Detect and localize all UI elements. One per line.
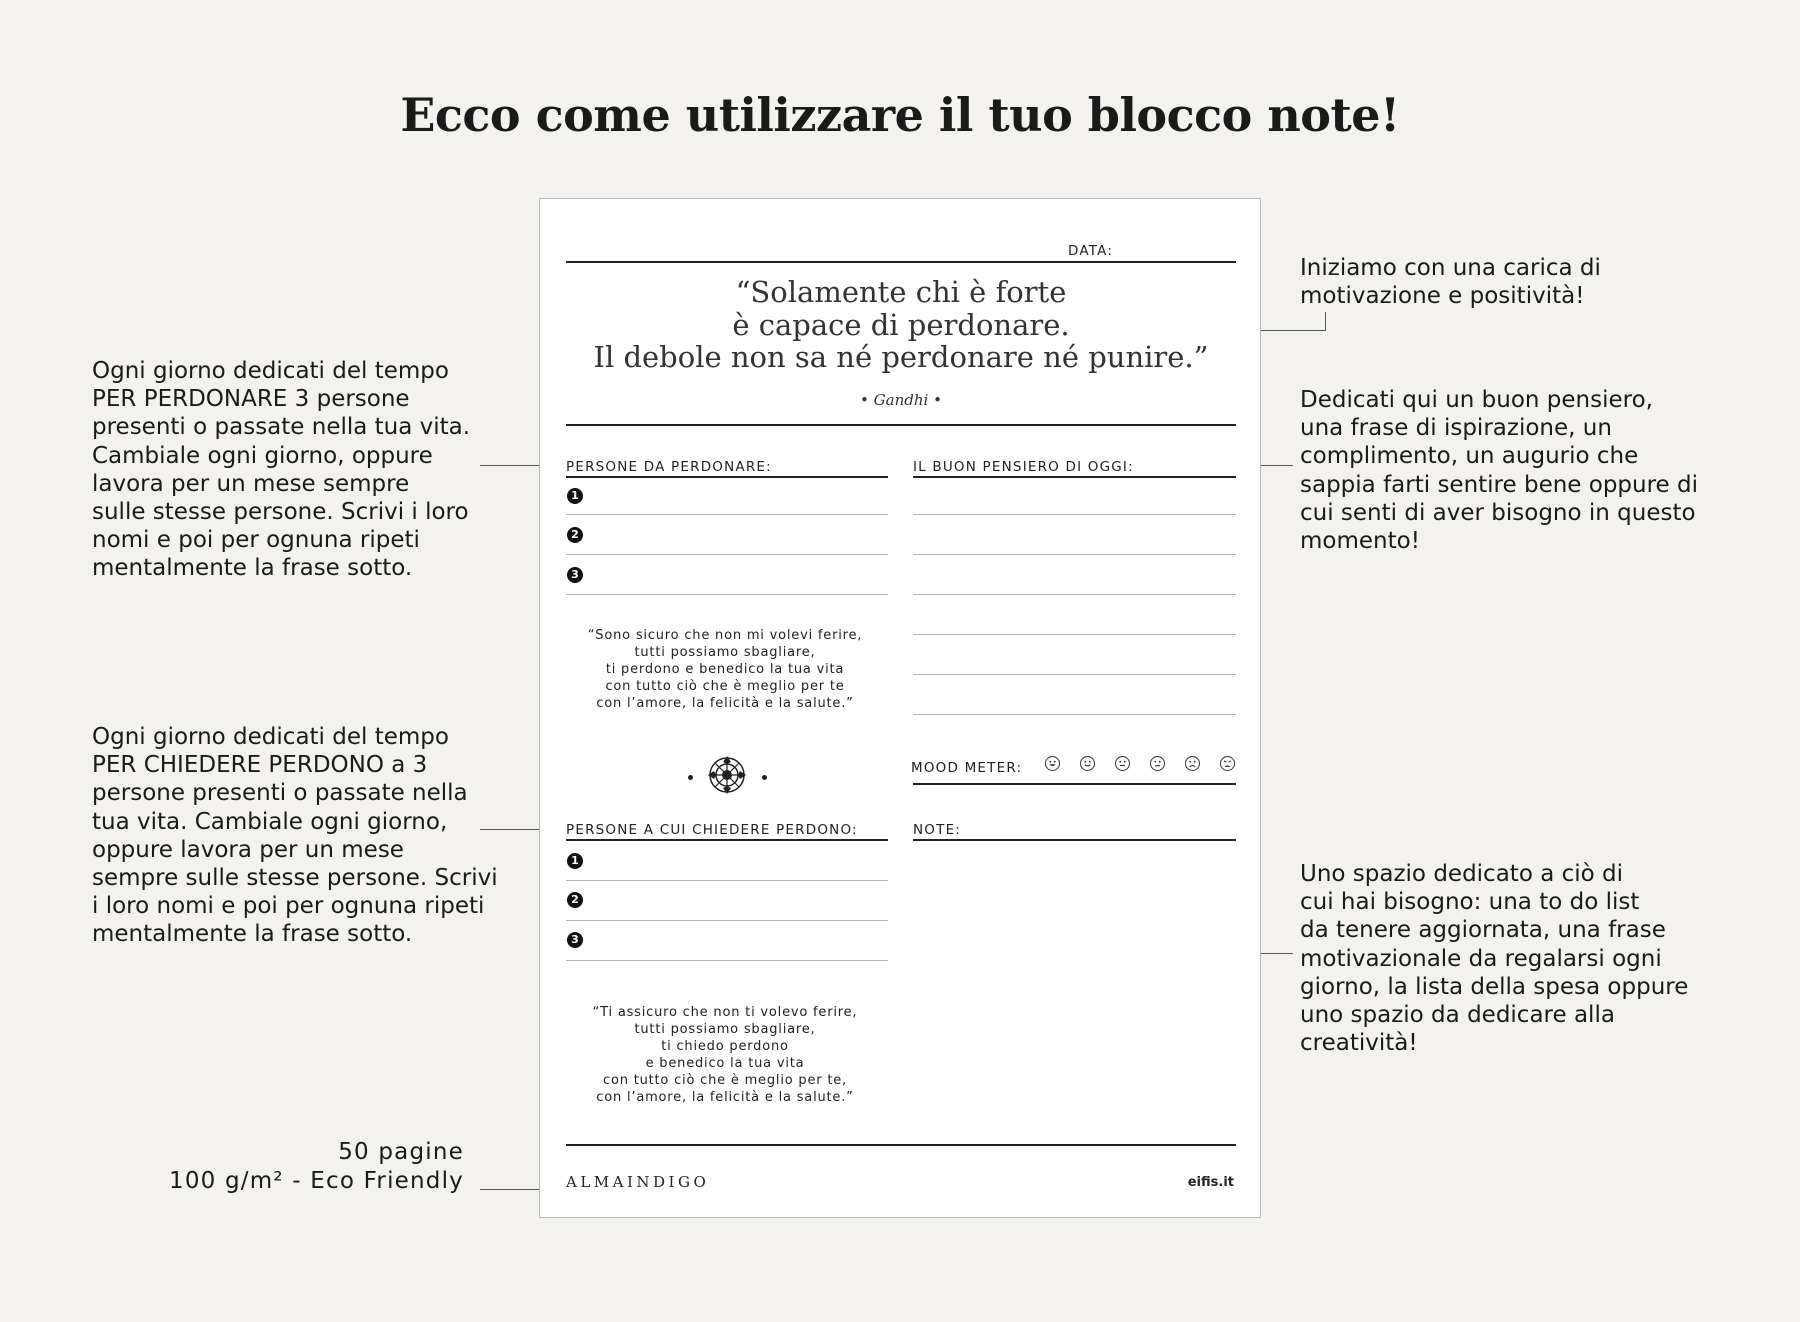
date-rule: [566, 261, 1236, 263]
number-one-icon: 1: [567, 853, 583, 869]
mood-rule: [913, 783, 1236, 785]
thought-line-3[interactable]: [913, 594, 1236, 595]
happy-face-icon[interactable]: [1080, 756, 1095, 771]
forgive-section-label: PERSONE DA PERDONARE:: [566, 459, 772, 475]
thought-section-label: IL BUON PENSIERO DI OGGI:: [913, 459, 1134, 475]
leader-line-motivation-vertical: [1325, 312, 1326, 331]
ask-line-2[interactable]: [566, 920, 888, 921]
motivation-explanation: Iniziamo con una carica di motivazione e positività!: [1300, 255, 1601, 310]
mandala-icon: [708, 756, 746, 794]
number-one-icon: 1: [567, 488, 583, 504]
date-label: DATA:: [1068, 243, 1114, 259]
mood-meter-label: MOOD METER:: [911, 760, 1023, 776]
thought-line-1[interactable]: [913, 514, 1236, 515]
leader-line-specs: [480, 1189, 548, 1190]
very-happy-face-icon[interactable]: [1045, 756, 1060, 771]
ask-forgiveness-section-label: PERSONE A CUI CHIEDERE PERDONO:: [566, 822, 858, 838]
forgive-rule: [566, 476, 888, 478]
slightly-sad-face-icon[interactable]: [1150, 756, 1165, 771]
sad-face-icon[interactable]: [1185, 756, 1200, 771]
thought-line-2[interactable]: [913, 554, 1236, 555]
ornament-dot-right: [762, 775, 767, 780]
page-heading: Ecco come utilizzare il tuo blocco note!: [400, 88, 1400, 142]
notepad-page: [539, 198, 1261, 1218]
daily-quote: “Solamente chi è forte è capace di perdonare. Il debole non sa né perdonare né punire.”: [593, 275, 1209, 374]
number-three-icon: 3: [567, 567, 583, 583]
ask-line-3[interactable]: [566, 960, 888, 961]
notes-section-label: NOTE:: [913, 822, 962, 838]
ask-forgiveness-explanation: Ogni giorno dedicati del tempo PER CHIEDERE PERDONO a 3 persone presenti o passate nella tua vita. Cambiale ogni giorno, oppure lavora per un mese sempre sulle stesse persone. Scrivi i loro nomi e poi per ognuna ripeti mentalmente la frase sotto.: [92, 724, 498, 948]
quote-rule: [566, 424, 1236, 426]
forgive-explanation: Ogni giorno dedicati del tempo PER PERDONARE 3 persone presenti o passate nella tua vita. Cambiale ogni giorno, oppure lavora per un mese sempre sulle stesse persone. Scrivi i loro nomi e poi per ognuna ripeti mentalmente la frase sotto.: [92, 358, 471, 582]
thought-line-5[interactable]: [913, 674, 1236, 675]
forgive-affirmation: “Sono sicuro che non mi volevi ferire, tutti possiamo sbagliare, ti perdono e benedico la tua vita con tutto ciò che è meglio per te con l’amore, la felicità e la salute.”: [587, 628, 863, 711]
notes-space-explanation: Uno spazio dedicato a ciò di cui hai bisogno: una to do list da tenere aggiornata, una frase motivazionale da regalarsi ogni giorno, la lista della spesa oppure uno spazio da dedicare alla creatività!: [1300, 861, 1689, 1057]
ask-forgiveness-affirmation: “Ti assicuro che non ti volevo ferire, tutti possiamo sbagliare, ti chiedo perdono e benedico la tua vita con tutto ciò che è meglio per te, con l’amore, la felicità e la salute.”: [592, 1005, 858, 1105]
number-two-icon: 2: [567, 892, 583, 908]
number-three-icon: 3: [567, 932, 583, 948]
product-specs: 50 pagine 100 g/m² - Eco Friendly: [169, 1139, 464, 1194]
notes-rule: [913, 839, 1236, 841]
forgive-line-3[interactable]: [566, 594, 888, 595]
quote-author: • Gandhi •: [860, 391, 942, 409]
thought-line-6[interactable]: [913, 714, 1236, 715]
neutral-face-icon[interactable]: [1115, 756, 1130, 771]
good-thought-explanation: Dedicati qui un buon pensiero, una frase di ispirazione, un complimento, un augurio che sappia farti sentire bene oppure di cui senti di aver bisogno in questo momento!: [1300, 387, 1699, 555]
ask-line-1[interactable]: [566, 880, 888, 881]
ornament-dot-left: [688, 775, 693, 780]
thought-line-4[interactable]: [913, 634, 1236, 635]
forgive-line-1[interactable]: [566, 514, 888, 515]
website-link[interactable]: eifis.it: [1187, 1175, 1234, 1190]
ask-rule: [566, 839, 888, 841]
thought-rule: [913, 476, 1236, 478]
number-two-icon: 2: [567, 527, 583, 543]
forgive-line-2[interactable]: [566, 554, 888, 555]
brand-logo: ALMAINDIGO: [566, 1173, 710, 1191]
footer-rule: [566, 1144, 1236, 1146]
very-sad-face-icon[interactable]: [1220, 756, 1235, 771]
